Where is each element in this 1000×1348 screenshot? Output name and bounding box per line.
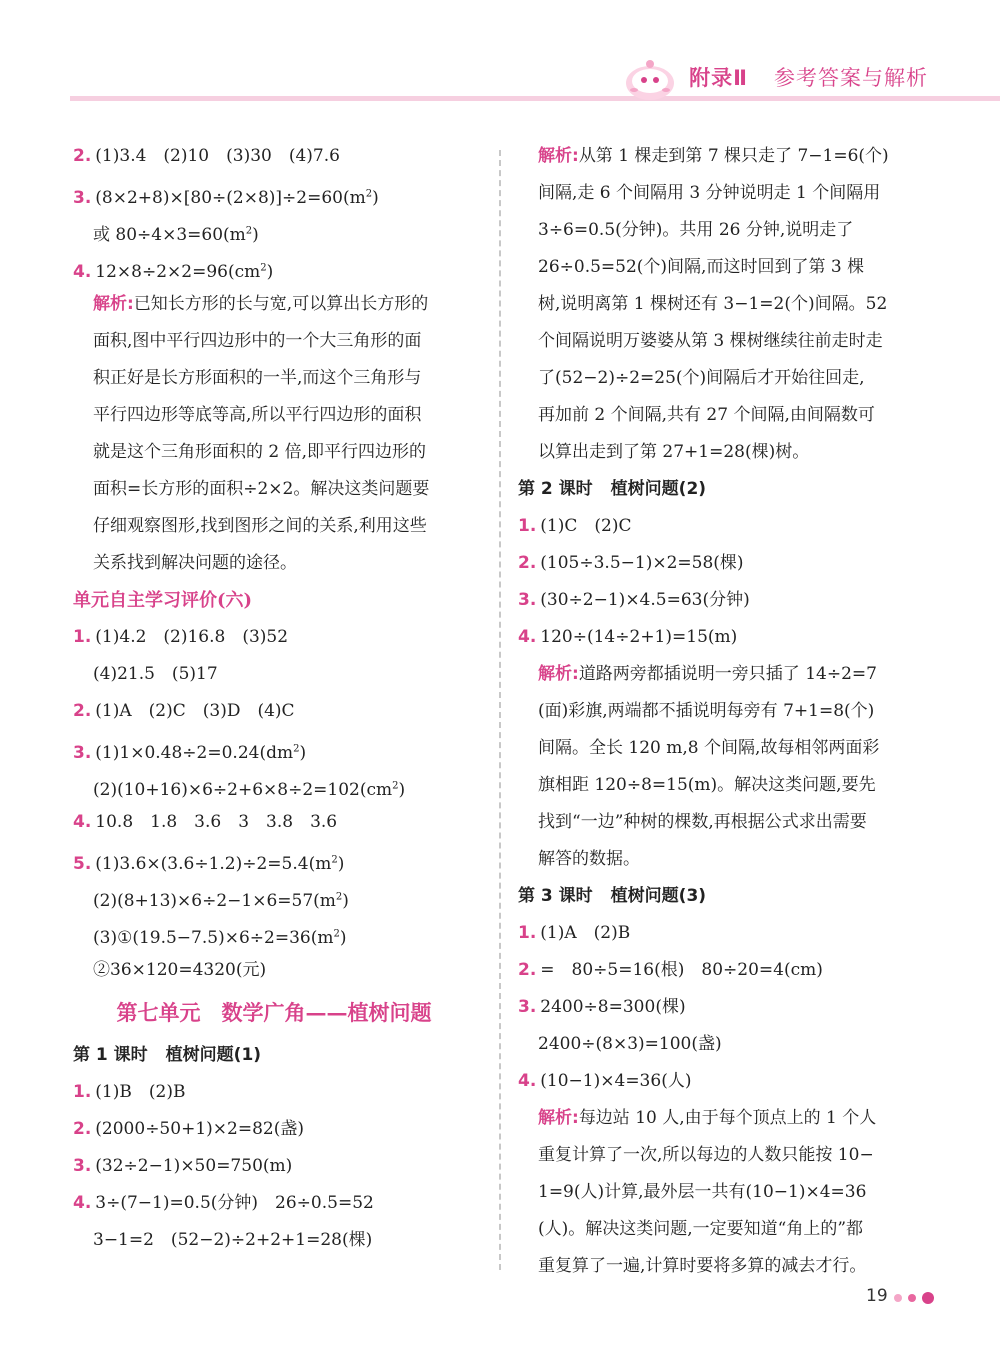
text-line xyxy=(73,397,485,434)
line-text: 平行四边形等底等高,所以平行四边形的面积 xyxy=(93,405,422,425)
mascot-logo-icon xyxy=(620,58,678,102)
text-line xyxy=(518,1174,930,1211)
lesson-topic: 植树问题(2) xyxy=(610,479,707,499)
line-text: 面积=长方形的面积÷2×2。解决这类问题要 xyxy=(93,479,430,499)
line-text: $(3)①(19.5-7.5)\times 6\div 2=36(m^2)$ xyxy=(93,927,347,948)
line-text: (1)C (2)C xyxy=(540,516,632,536)
answer-item xyxy=(518,952,930,989)
text-line xyxy=(73,323,485,360)
text-line xyxy=(518,360,930,397)
text-line xyxy=(73,656,485,693)
question-number: 4. xyxy=(518,1071,537,1091)
line-text: 120÷(14÷2+1)=15(m) xyxy=(540,627,738,647)
column-divider xyxy=(499,150,501,1270)
question-number: 3. xyxy=(73,187,92,208)
line-text: 旗相距 120÷8=15(m)。解决这类问题,要先 xyxy=(538,775,876,795)
line-text: 树,说明离第 1 棵树还有 3−1=2(个)间隔。52 xyxy=(538,294,888,314)
line-text: 10.8 1.8 3.6 3 3.8 3.6 xyxy=(95,812,338,832)
analysis-line xyxy=(518,1100,930,1137)
lesson-label: 第 3 课时 xyxy=(518,886,593,906)
text-line xyxy=(518,1211,930,1248)
lesson-heading xyxy=(518,471,930,508)
line-text: $(8\times 2+8)\times[80\div(2\times 8)]\div 2=60(m^2)$ xyxy=(95,187,379,208)
text-line xyxy=(518,767,930,804)
analysis-label: 解析: xyxy=(538,146,579,166)
appendix-label: 附录Ⅱ xyxy=(689,66,748,90)
text-line xyxy=(73,878,485,915)
line-text: 解答的数据。 xyxy=(538,849,640,869)
question-number: 1. xyxy=(73,627,92,647)
text-line xyxy=(518,730,930,767)
line-text: ②36×120=4320(元) xyxy=(93,960,267,980)
analysis-label: 解析: xyxy=(93,294,134,314)
line-text: 关系找到解决问题的途径。 xyxy=(93,553,297,573)
answer-item xyxy=(518,1063,930,1100)
line-text: (4)21.5 (5)17 xyxy=(93,664,218,684)
page-number: 19 xyxy=(866,1286,888,1306)
answer-item xyxy=(73,138,485,175)
header-title xyxy=(689,62,928,92)
question-number: 4. xyxy=(73,261,92,282)
text-line xyxy=(73,360,485,397)
answer-item xyxy=(518,915,930,952)
text-line xyxy=(518,434,930,471)
lesson-topic: 植树问题(1) xyxy=(165,1045,262,1065)
text-line xyxy=(518,323,930,360)
text-line xyxy=(518,1137,930,1174)
answer-item xyxy=(73,175,485,212)
text-line xyxy=(518,212,930,249)
answer-item xyxy=(73,1074,485,1111)
question-number: 2. xyxy=(518,960,537,980)
header-band xyxy=(70,96,1000,101)
text-line xyxy=(518,286,930,323)
line-text: 2400÷(8×3)=100(盏) xyxy=(538,1034,722,1054)
line-text: 已知长方形的长与宽,可以算出长方形的 xyxy=(133,294,429,314)
line-text: (10−1)×4=36(人) xyxy=(540,1071,692,1091)
answer-item xyxy=(73,804,485,841)
text-line xyxy=(73,471,485,508)
section-title: 参考答案与解析 xyxy=(774,66,928,90)
text-line xyxy=(518,249,930,286)
line-text: 间隔。全长 120 m,8 个间隔,故每相邻两面彩 xyxy=(538,738,880,758)
left-column xyxy=(73,138,485,1259)
text-line xyxy=(518,804,930,841)
text-line xyxy=(73,767,485,804)
question-number: 1. xyxy=(518,923,537,943)
line-text: $12\times 8\div 2\times 2=96(cm^2)$ xyxy=(95,261,274,282)
analysis-line xyxy=(73,286,485,323)
line-text: (面)彩旗,两端都不插说明每旁有 7+1=8(个) xyxy=(538,701,875,721)
text-line xyxy=(73,952,485,989)
answer-item xyxy=(518,508,930,545)
text-line xyxy=(73,915,485,952)
line-text: 间隔,走 6 个间隔用 3 分钟说明走 1 个间隔用 xyxy=(538,183,881,203)
lesson-label: 第 2 课时 xyxy=(518,479,593,499)
question-number: 3. xyxy=(73,1156,92,1176)
question-number: 1. xyxy=(73,1082,92,1102)
text-line xyxy=(518,397,930,434)
unit-heading: 单元自主学习评价(六) xyxy=(73,590,253,611)
lesson-label: 第 1 课时 xyxy=(73,1045,148,1065)
question-number: 2. xyxy=(73,146,92,166)
text-line xyxy=(518,1026,930,1063)
line-text: 了(52−2)÷2=25(个)间隔后才开始往回走, xyxy=(538,368,865,388)
question-number: 5. xyxy=(73,853,92,874)
line-text: 仔细观察图形,找到图形之间的关系,利用这些 xyxy=(93,516,427,536)
right-column xyxy=(518,138,930,1285)
analysis-line xyxy=(518,656,930,693)
text-line xyxy=(518,1248,930,1285)
answer-item xyxy=(73,1185,485,1222)
chapter-heading: 第七单元 数学广角——植树问题 xyxy=(116,1000,432,1025)
analysis-line xyxy=(518,138,930,175)
line-text: 从第 1 棵走到第 7 棵只走了 7−1=6(个) xyxy=(578,146,889,166)
line-text: 就是这个三角形面积的 2 倍,即平行四边形的 xyxy=(93,442,427,462)
line-text: 个间隔说明万婆婆从第 3 棵树继续往前走时走 xyxy=(538,331,883,351)
line-text: 3÷6=0.5(分钟)。共用 26 分钟,说明走了 xyxy=(538,220,854,240)
line-text: 重复计算了一次,所以每边的人数只能按 10− xyxy=(538,1145,874,1165)
lesson-heading xyxy=(73,1037,485,1074)
text-line xyxy=(518,841,930,878)
text-line xyxy=(73,545,485,582)
line-text: (1)A (2)B xyxy=(540,923,631,943)
answer-item xyxy=(73,619,485,656)
question-number: 1. xyxy=(518,516,537,536)
answer-item xyxy=(518,619,930,656)
text-line xyxy=(73,1222,485,1259)
line-text: = 80÷5=16(根) 80÷20=4(cm) xyxy=(540,960,823,980)
analysis-label: 解析: xyxy=(538,1108,579,1128)
line-text: 26÷0.5=52(个)间隔,而这时回到了第 3 棵 xyxy=(538,257,865,277)
line-text: (人)。解决这类问题,一定要知道“角上的”都 xyxy=(538,1219,864,1239)
line-text: $(1)1\times 0.48\div 2=0.24(dm^2)$ xyxy=(95,742,307,763)
line-text: (30÷2−1)×4.5=63(分钟) xyxy=(540,590,750,610)
question-number: 4. xyxy=(73,1193,92,1213)
answer-item xyxy=(73,1111,485,1148)
line-text: 道路两旁都插说明一旁只插了 14÷2=7 xyxy=(578,664,877,684)
question-number: 4. xyxy=(73,812,92,832)
answer-item xyxy=(518,582,930,619)
lesson-heading xyxy=(518,878,930,915)
line-text: 重复算了一遍,计算时要将多算的减去才行。 xyxy=(538,1256,867,1276)
question-number: 3. xyxy=(73,742,92,763)
line-text: 以算出走到了第 27+1=28(棵)树。 xyxy=(538,442,810,462)
analysis-label: 解析: xyxy=(538,664,579,684)
question-number: 2. xyxy=(73,1119,92,1139)
text-line xyxy=(518,175,930,212)
line-text: (1)B (2)B xyxy=(95,1082,186,1102)
page-header xyxy=(0,0,1000,110)
text-line xyxy=(73,212,485,249)
text-line xyxy=(73,434,485,471)
page-dots-icon xyxy=(890,1290,940,1306)
line-text: 面积,图中平行四边形中的一个大三角形的面 xyxy=(93,331,422,351)
line-text: (1)3.4 (2)10 (3)30 (4)7.6 xyxy=(95,146,340,166)
line-text: 再加前 2 个间隔,共有 27 个间隔,由间隔数可 xyxy=(538,405,875,425)
line-text: (1)A (2)C (3)D (4)C xyxy=(95,701,295,721)
line-text: 2400÷8=300(棵) xyxy=(540,997,686,1017)
answer-item xyxy=(73,249,485,286)
line-text: (1)4.2 (2)16.8 (3)52 xyxy=(95,627,289,647)
question-number: 2. xyxy=(518,553,537,573)
question-number: 2. xyxy=(73,701,92,721)
line-text: $(2)(8+13)\times 6\div 2-1\times 6=57(m^2)$ xyxy=(93,890,349,911)
question-number: 4. xyxy=(518,627,537,647)
line-text: 1=9(人)计算,最外层一共有(10−1)×4=36 xyxy=(538,1182,867,1202)
question-number: 3. xyxy=(518,997,537,1017)
answer-item xyxy=(73,1148,485,1185)
line-text: $(2)(10+16)\times 6\div 2+6\times 8\div 2=102(cm^2)$ xyxy=(93,779,406,800)
question-number: 3. xyxy=(518,590,537,610)
line-text: 每边站 10 人,由于每个顶点上的 1 个人 xyxy=(578,1108,877,1128)
line-text: 3−1=2 (52−2)÷2+2+1=28(棵) xyxy=(93,1230,373,1250)
lesson-topic: 植树问题(3) xyxy=(610,886,707,906)
answer-item xyxy=(73,693,485,730)
answer-item xyxy=(518,989,930,1026)
line-text: (2000÷50+1)×2=82(盏) xyxy=(95,1119,304,1139)
line-text: 3÷(7−1)=0.5(分钟) 26÷0.5=52 xyxy=(95,1193,374,1213)
line-text: (32÷2−1)×50=750(m) xyxy=(95,1156,293,1176)
answer-item xyxy=(73,841,485,878)
line-text: 积正好是长方形面积的一半,而这个三角形与 xyxy=(93,368,422,388)
text-line xyxy=(73,508,485,545)
line-text: (105÷3.5−1)×2=58(棵) xyxy=(540,553,744,573)
line-text: 找到“一边”种树的棵数,再根据公式求出需要 xyxy=(538,812,867,832)
text-line xyxy=(518,693,930,730)
answer-item xyxy=(73,730,485,767)
answer-item xyxy=(518,545,930,582)
line-text: 或 $80\div 4\times 3=60(m^2)$ xyxy=(93,224,259,245)
line-text: $(1)3.6\times(3.6\div 1.2)\div 2=5.4(m^2)$ xyxy=(95,853,345,874)
